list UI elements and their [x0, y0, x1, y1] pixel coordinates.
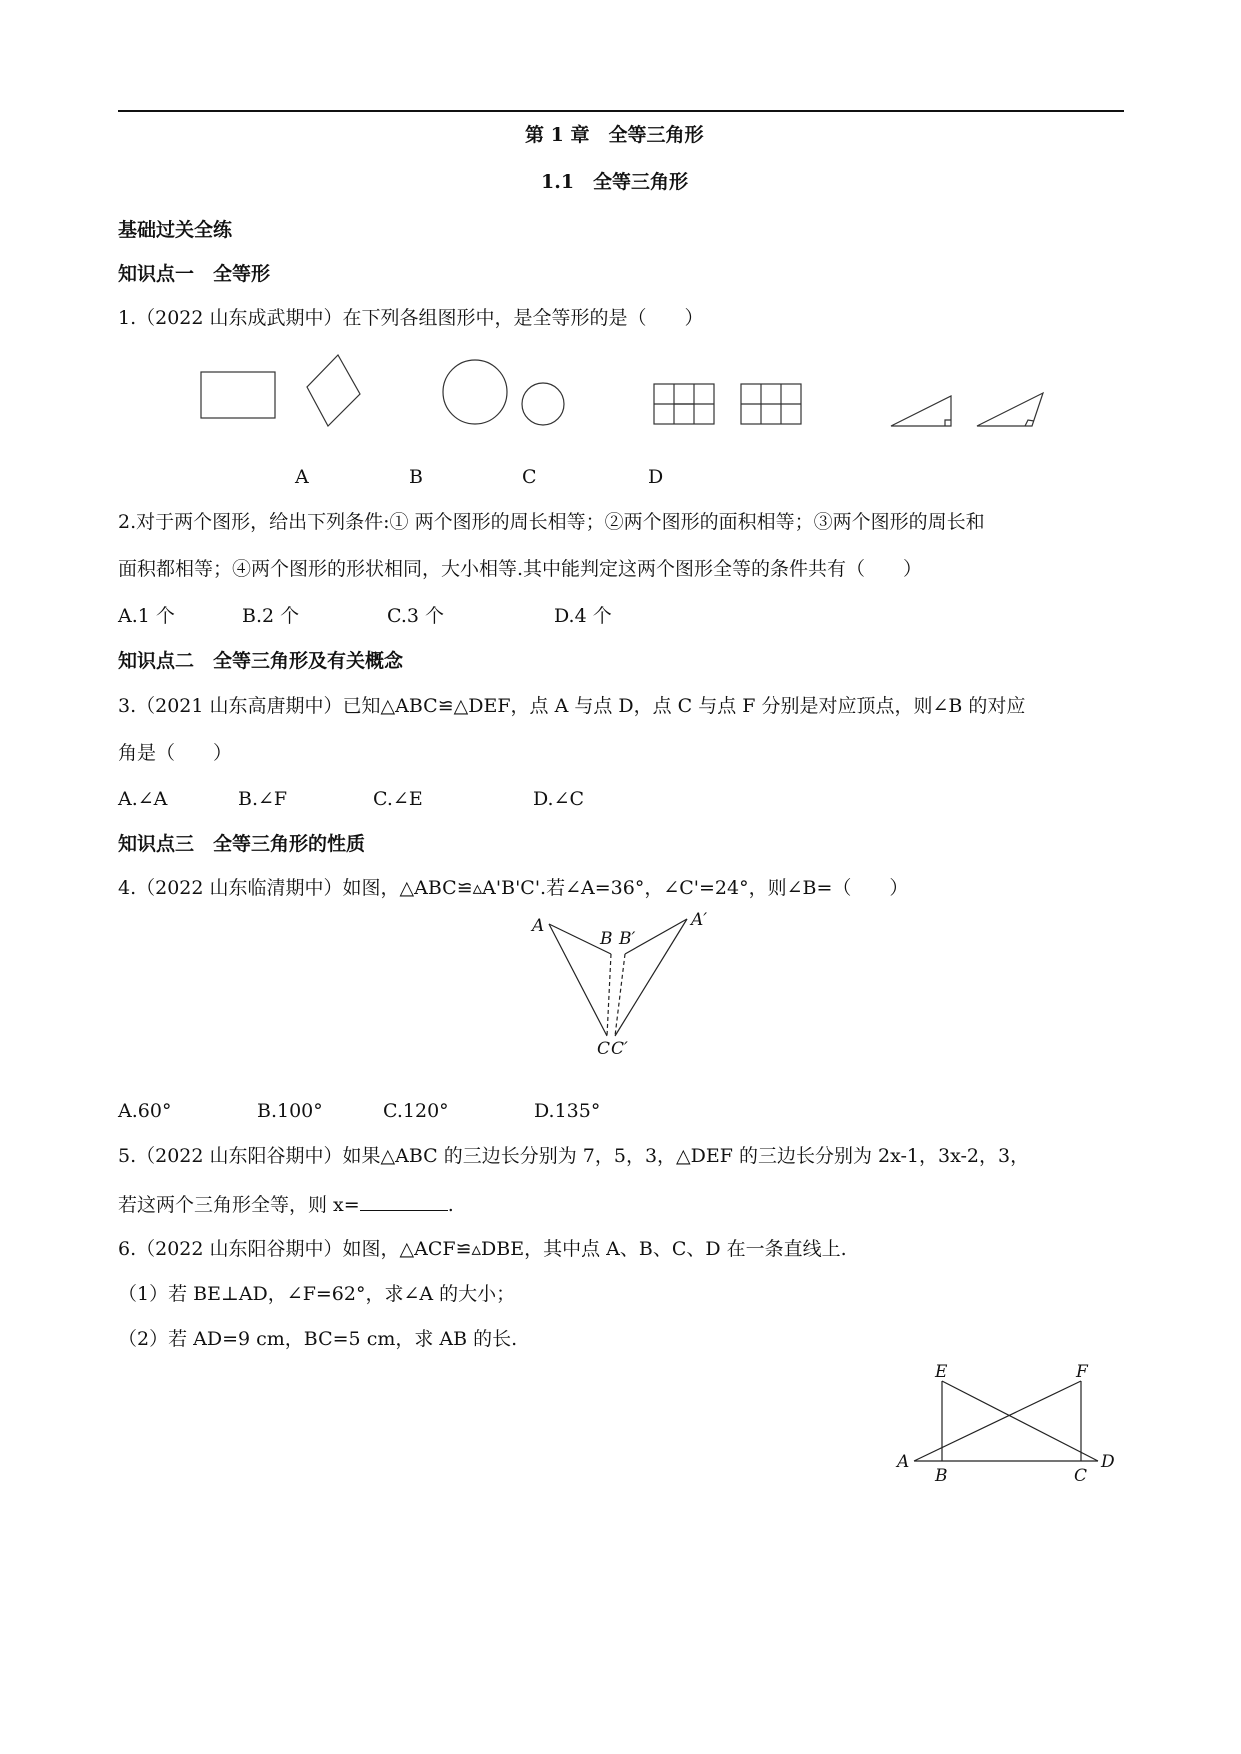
option-b-large-circle — [443, 360, 507, 424]
q6-label-b: B — [935, 1466, 948, 1486]
question-6-part-2: （2）若 AD=9 cm，BC=5 cm，求 AB 的长. — [118, 1328, 518, 1350]
question-1-option-d: D — [648, 466, 664, 488]
question-3-option-b: B.∠F — [238, 788, 288, 810]
option-b-small-circle — [522, 383, 564, 425]
knowledge-point-3-title: 知识点三 全等三角形的性质 — [118, 833, 366, 855]
question-3-option-d: D.∠C — [533, 788, 585, 810]
question-3-option-a: A.∠A — [118, 788, 168, 810]
q4-label-c: C — [597, 1039, 611, 1059]
question-6-part-1: （1）若 BE⊥AD，∠F=62°，求∠A 的大小； — [118, 1283, 516, 1305]
q6-label-a: A — [897, 1452, 910, 1472]
question-2-option-c: C.3 个 — [387, 605, 445, 627]
q4-label-c-prime: C′ — [611, 1039, 628, 1059]
q4-label-a-prime: A′ — [691, 910, 708, 930]
question-3-line-2: 角是（ ） — [118, 742, 233, 764]
option-d-triangle-left — [891, 396, 951, 426]
question-5-line-2 — [118, 1192, 454, 1216]
question-2-line-2: 面积都相等；④两个图形的形状相同，大小相等.其中能判定这两个图形全等的条件共有（ ） — [118, 558, 923, 580]
question-4-option-c: C.120° — [383, 1100, 449, 1122]
question-1-stem: 1.（2022 山东成武期中）在下列各组图形中，是全等形的是（ ） — [118, 307, 704, 329]
header-rule — [118, 110, 1124, 112]
q6-label-e: E — [935, 1362, 948, 1382]
question-4-option-d: D.135° — [534, 1100, 601, 1122]
question-4-figure — [525, 910, 725, 1060]
section-title: 1.1 全等三角形 — [541, 171, 689, 193]
option-c-grid-left — [654, 384, 714, 424]
q4-label-b-prime: B′ — [619, 929, 636, 949]
question-1-option-b: B — [409, 466, 423, 488]
q6-label-f: F — [1076, 1362, 1088, 1382]
q6-label-d: D — [1101, 1452, 1115, 1472]
q6-label-c: C — [1074, 1466, 1088, 1486]
question-6-stem: 6.（2022 山东阳谷期中）如图，△ACF≌▵DBE，其中点 A、B、C、D 在一条直线上. — [118, 1238, 847, 1260]
question-2-option-d: D.4 个 — [554, 605, 612, 627]
question-5-line-2-prefix: 若这两个三角形全等，则 x= — [118, 1194, 360, 1216]
chapter-title: 第 1 章 全等三角形 — [525, 124, 704, 146]
knowledge-point-1-title: 知识点一 全等形 — [118, 263, 271, 285]
option-d-triangle-right — [977, 393, 1043, 426]
question-1-option-a: A — [295, 466, 309, 488]
knowledge-point-2-title: 知识点二 全等三角形及有关概念 — [118, 650, 404, 672]
question-3-option-c: C.∠E — [373, 788, 423, 810]
question-2-option-a: A.1 个 — [118, 605, 175, 627]
question-3-line-1: 3.（2021 山东高唐期中）已知△ABC≌△DEF，点 A 与点 D，点 C 与点 F 分别是对应顶点，则∠B 的对应 — [118, 695, 1026, 717]
question-5-line-2-suffix: . — [447, 1194, 454, 1216]
question-4-option-a: A.60° — [118, 1100, 172, 1122]
answer-blank[interactable] — [360, 1192, 448, 1211]
q4-label-a: A — [532, 916, 545, 936]
question-2-line-1: 2.对于两个图形，给出下列条件:① 两个图形的周长相等；②两个图形的面积相等；③两个图形的周长和 — [118, 511, 985, 533]
question-5-line-1: 5.（2022 山东阳谷期中）如果△ABC 的三边长分别为 7，5，3，△DEF 的三边长分别为 2x-1，3x-2，3， — [118, 1145, 1030, 1167]
question-4-stem: 4.（2022 山东临清期中）如图，△ABC≌▵A'B'C'.若∠A=36°，∠C'=24°，则∠B=（ ） — [118, 877, 909, 899]
question-1-figures — [0, 352, 1241, 472]
question-4-option-b: B.100° — [257, 1100, 323, 1122]
option-a-rectangle — [201, 372, 275, 418]
question-6-figure — [890, 1360, 1130, 1510]
practice-title: 基础过关全练 — [118, 219, 233, 241]
option-a-rhombus — [307, 355, 360, 426]
question-2-option-b: B.2 个 — [242, 605, 300, 627]
q4-label-b: B — [600, 929, 613, 949]
question-1-option-c: C — [522, 466, 537, 488]
option-c-grid-right — [741, 384, 801, 424]
